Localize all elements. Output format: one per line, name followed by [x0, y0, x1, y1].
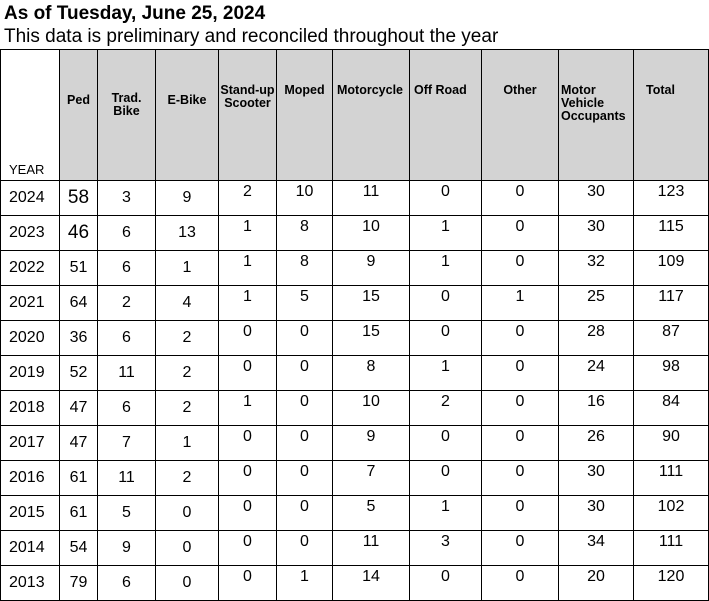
year-cell: 2020	[1, 321, 60, 356]
table-cell: 52	[60, 356, 98, 391]
column-header: Total	[634, 50, 709, 181]
table-cell: 13	[156, 216, 219, 251]
table-cell: 0	[410, 426, 482, 461]
table-body	[1, 181, 709, 601]
table-cell: 115	[634, 216, 709, 251]
year-cell: 2024	[1, 181, 60, 216]
table-cell: 1	[156, 426, 219, 461]
table-cell: 6	[98, 566, 156, 601]
table-cell: 0	[277, 496, 333, 531]
table-cell: 0	[277, 531, 333, 566]
report-title: As of Tuesday, June 25, 2024	[4, 3, 266, 24]
table-cell: 11	[333, 531, 410, 566]
table-cell: 0	[482, 391, 559, 426]
year-cell: 2016	[1, 461, 60, 496]
table-cell: 1	[277, 566, 333, 601]
table-cell: 1	[410, 356, 482, 391]
table-cell: 2	[219, 181, 277, 216]
table-row	[1, 216, 709, 251]
table-cell: 8	[277, 216, 333, 251]
table-cell: 0	[219, 356, 277, 391]
table-cell: 0	[482, 461, 559, 496]
table-cell: 87	[634, 321, 709, 356]
table-cell: 11	[333, 181, 410, 216]
table-cell: 0	[482, 181, 559, 216]
table-cell: 102	[634, 496, 709, 531]
table-cell: 64	[60, 286, 98, 321]
table-cell: 61	[60, 461, 98, 496]
table-cell: 9	[333, 426, 410, 461]
table-cell: 51	[60, 251, 98, 286]
table-cell: 0	[410, 566, 482, 601]
table-cell: 0	[482, 216, 559, 251]
table-cell: 0	[482, 531, 559, 566]
report-header	[0, 0, 709, 49]
report-subtitle: This data is preliminary and reconciled throughout the year	[4, 26, 499, 47]
table-row	[1, 391, 709, 426]
year-cell: 2021	[1, 286, 60, 321]
table-cell: 15	[333, 286, 410, 321]
year-cell: 2022	[1, 251, 60, 286]
column-header: Moped	[277, 50, 333, 181]
year-cell: 2017	[1, 426, 60, 461]
table-row	[1, 566, 709, 601]
table-cell: 1	[410, 251, 482, 286]
table-row	[1, 181, 709, 216]
table-cell: 8	[277, 251, 333, 286]
table-cell: 14	[333, 566, 410, 601]
table-cell: 5	[277, 286, 333, 321]
table-cell: 30	[559, 181, 634, 216]
table-cell: 20	[559, 566, 634, 601]
table-cell: 0	[219, 496, 277, 531]
column-header: Trad. Bike	[98, 50, 156, 181]
table-cell: 0	[482, 321, 559, 356]
table-cell: 2	[98, 286, 156, 321]
table-row	[1, 251, 709, 286]
table-cell: 0	[219, 566, 277, 601]
table-cell: 36	[60, 321, 98, 356]
table-cell: 1	[156, 251, 219, 286]
table-cell: 0	[410, 461, 482, 496]
table-cell: 0	[482, 251, 559, 286]
table-cell: 111	[634, 461, 709, 496]
column-header: Motorcycle	[333, 50, 410, 181]
table-cell: 2	[156, 461, 219, 496]
year-cell: 2013	[1, 566, 60, 601]
table-row	[1, 286, 709, 321]
year-cell: 2019	[1, 356, 60, 391]
table-cell: 2	[410, 391, 482, 426]
table-cell: 4	[156, 286, 219, 321]
table-cell: 9	[333, 251, 410, 286]
table-cell: 0	[156, 531, 219, 566]
table-cell: 6	[98, 391, 156, 426]
table-cell: 30	[559, 496, 634, 531]
table-cell: 0	[482, 566, 559, 601]
table-cell: 34	[559, 531, 634, 566]
table-cell: 3	[98, 181, 156, 216]
table-cell: 0	[219, 461, 277, 496]
table-cell: 98	[634, 356, 709, 391]
table-row	[1, 496, 709, 531]
table-cell: 11	[98, 461, 156, 496]
table-cell: 9	[98, 531, 156, 566]
table-cell: 0	[410, 321, 482, 356]
column-header: Other	[482, 50, 559, 181]
table-cell: 120	[634, 566, 709, 601]
table-cell: 2	[156, 321, 219, 356]
table-cell: 47	[60, 426, 98, 461]
table-cell: 0	[277, 321, 333, 356]
table-cell: 6	[98, 251, 156, 286]
table-cell: 54	[60, 531, 98, 566]
table-cell: 10	[277, 181, 333, 216]
year-cell: 2018	[1, 391, 60, 426]
table-cell: 1	[410, 496, 482, 531]
column-header: Motor Vehicle Occupants	[559, 50, 634, 181]
table-cell: 117	[634, 286, 709, 321]
table-cell: 58	[60, 181, 98, 216]
table-row	[1, 426, 709, 461]
table-cell: 0	[277, 356, 333, 391]
table-cell: 24	[559, 356, 634, 391]
table-cell: 0	[482, 496, 559, 531]
table-cell: 32	[559, 251, 634, 286]
table-cell: 1	[219, 286, 277, 321]
column-header: YEAR	[1, 50, 60, 181]
table-cell: 0	[410, 286, 482, 321]
table-row	[1, 531, 709, 566]
table-cell: 1	[482, 286, 559, 321]
table-cell: 0	[156, 566, 219, 601]
table-cell: 0	[219, 426, 277, 461]
column-header: E-Bike	[156, 50, 219, 181]
fatalities-table	[0, 49, 709, 601]
table-cell: 10	[333, 391, 410, 426]
table-cell: 0	[156, 496, 219, 531]
table-cell: 109	[634, 251, 709, 286]
table-cell: 1	[219, 391, 277, 426]
table-cell: 46	[60, 216, 98, 251]
table-cell: 1	[219, 216, 277, 251]
table-cell: 10	[333, 216, 410, 251]
table-cell: 9	[156, 181, 219, 216]
table-cell: 16	[559, 391, 634, 426]
table-cell: 0	[277, 426, 333, 461]
table-cell: 90	[634, 426, 709, 461]
table-cell: 47	[60, 391, 98, 426]
table-cell: 123	[634, 181, 709, 216]
table-cell: 0	[277, 461, 333, 496]
table-cell: 1	[410, 216, 482, 251]
table-cell: 0	[482, 356, 559, 391]
table-cell: 0	[482, 426, 559, 461]
column-header: Stand-up Scooter	[219, 50, 277, 181]
table-cell: 0	[410, 181, 482, 216]
table-cell: 25	[559, 286, 634, 321]
table-cell: 8	[333, 356, 410, 391]
table-cell: 84	[634, 391, 709, 426]
table-cell: 0	[277, 391, 333, 426]
column-header: Off Road	[410, 50, 482, 181]
table-row	[1, 356, 709, 391]
table-cell: 0	[219, 531, 277, 566]
table-cell: 26	[559, 426, 634, 461]
year-cell: 2015	[1, 496, 60, 531]
table-cell: 5	[333, 496, 410, 531]
table-cell: 0	[219, 321, 277, 356]
table-cell: 2	[156, 391, 219, 426]
table-cell: 1	[219, 251, 277, 286]
table-cell: 7	[98, 426, 156, 461]
table-cell: 79	[60, 566, 98, 601]
table-cell: 2	[156, 356, 219, 391]
table-header-row	[1, 50, 709, 181]
table-row	[1, 461, 709, 496]
table-cell: 3	[410, 531, 482, 566]
table-cell: 11	[98, 356, 156, 391]
table-cell: 6	[98, 216, 156, 251]
table-row	[1, 321, 709, 356]
table-cell: 7	[333, 461, 410, 496]
column-header: Ped	[60, 50, 98, 181]
table-cell: 61	[60, 496, 98, 531]
table-cell: 15	[333, 321, 410, 356]
table-cell: 30	[559, 461, 634, 496]
table-cell: 111	[634, 531, 709, 566]
table-cell: 6	[98, 321, 156, 356]
table-cell: 28	[559, 321, 634, 356]
table-cell: 30	[559, 216, 634, 251]
year-cell: 2014	[1, 531, 60, 566]
year-cell: 2023	[1, 216, 60, 251]
table-cell: 5	[98, 496, 156, 531]
